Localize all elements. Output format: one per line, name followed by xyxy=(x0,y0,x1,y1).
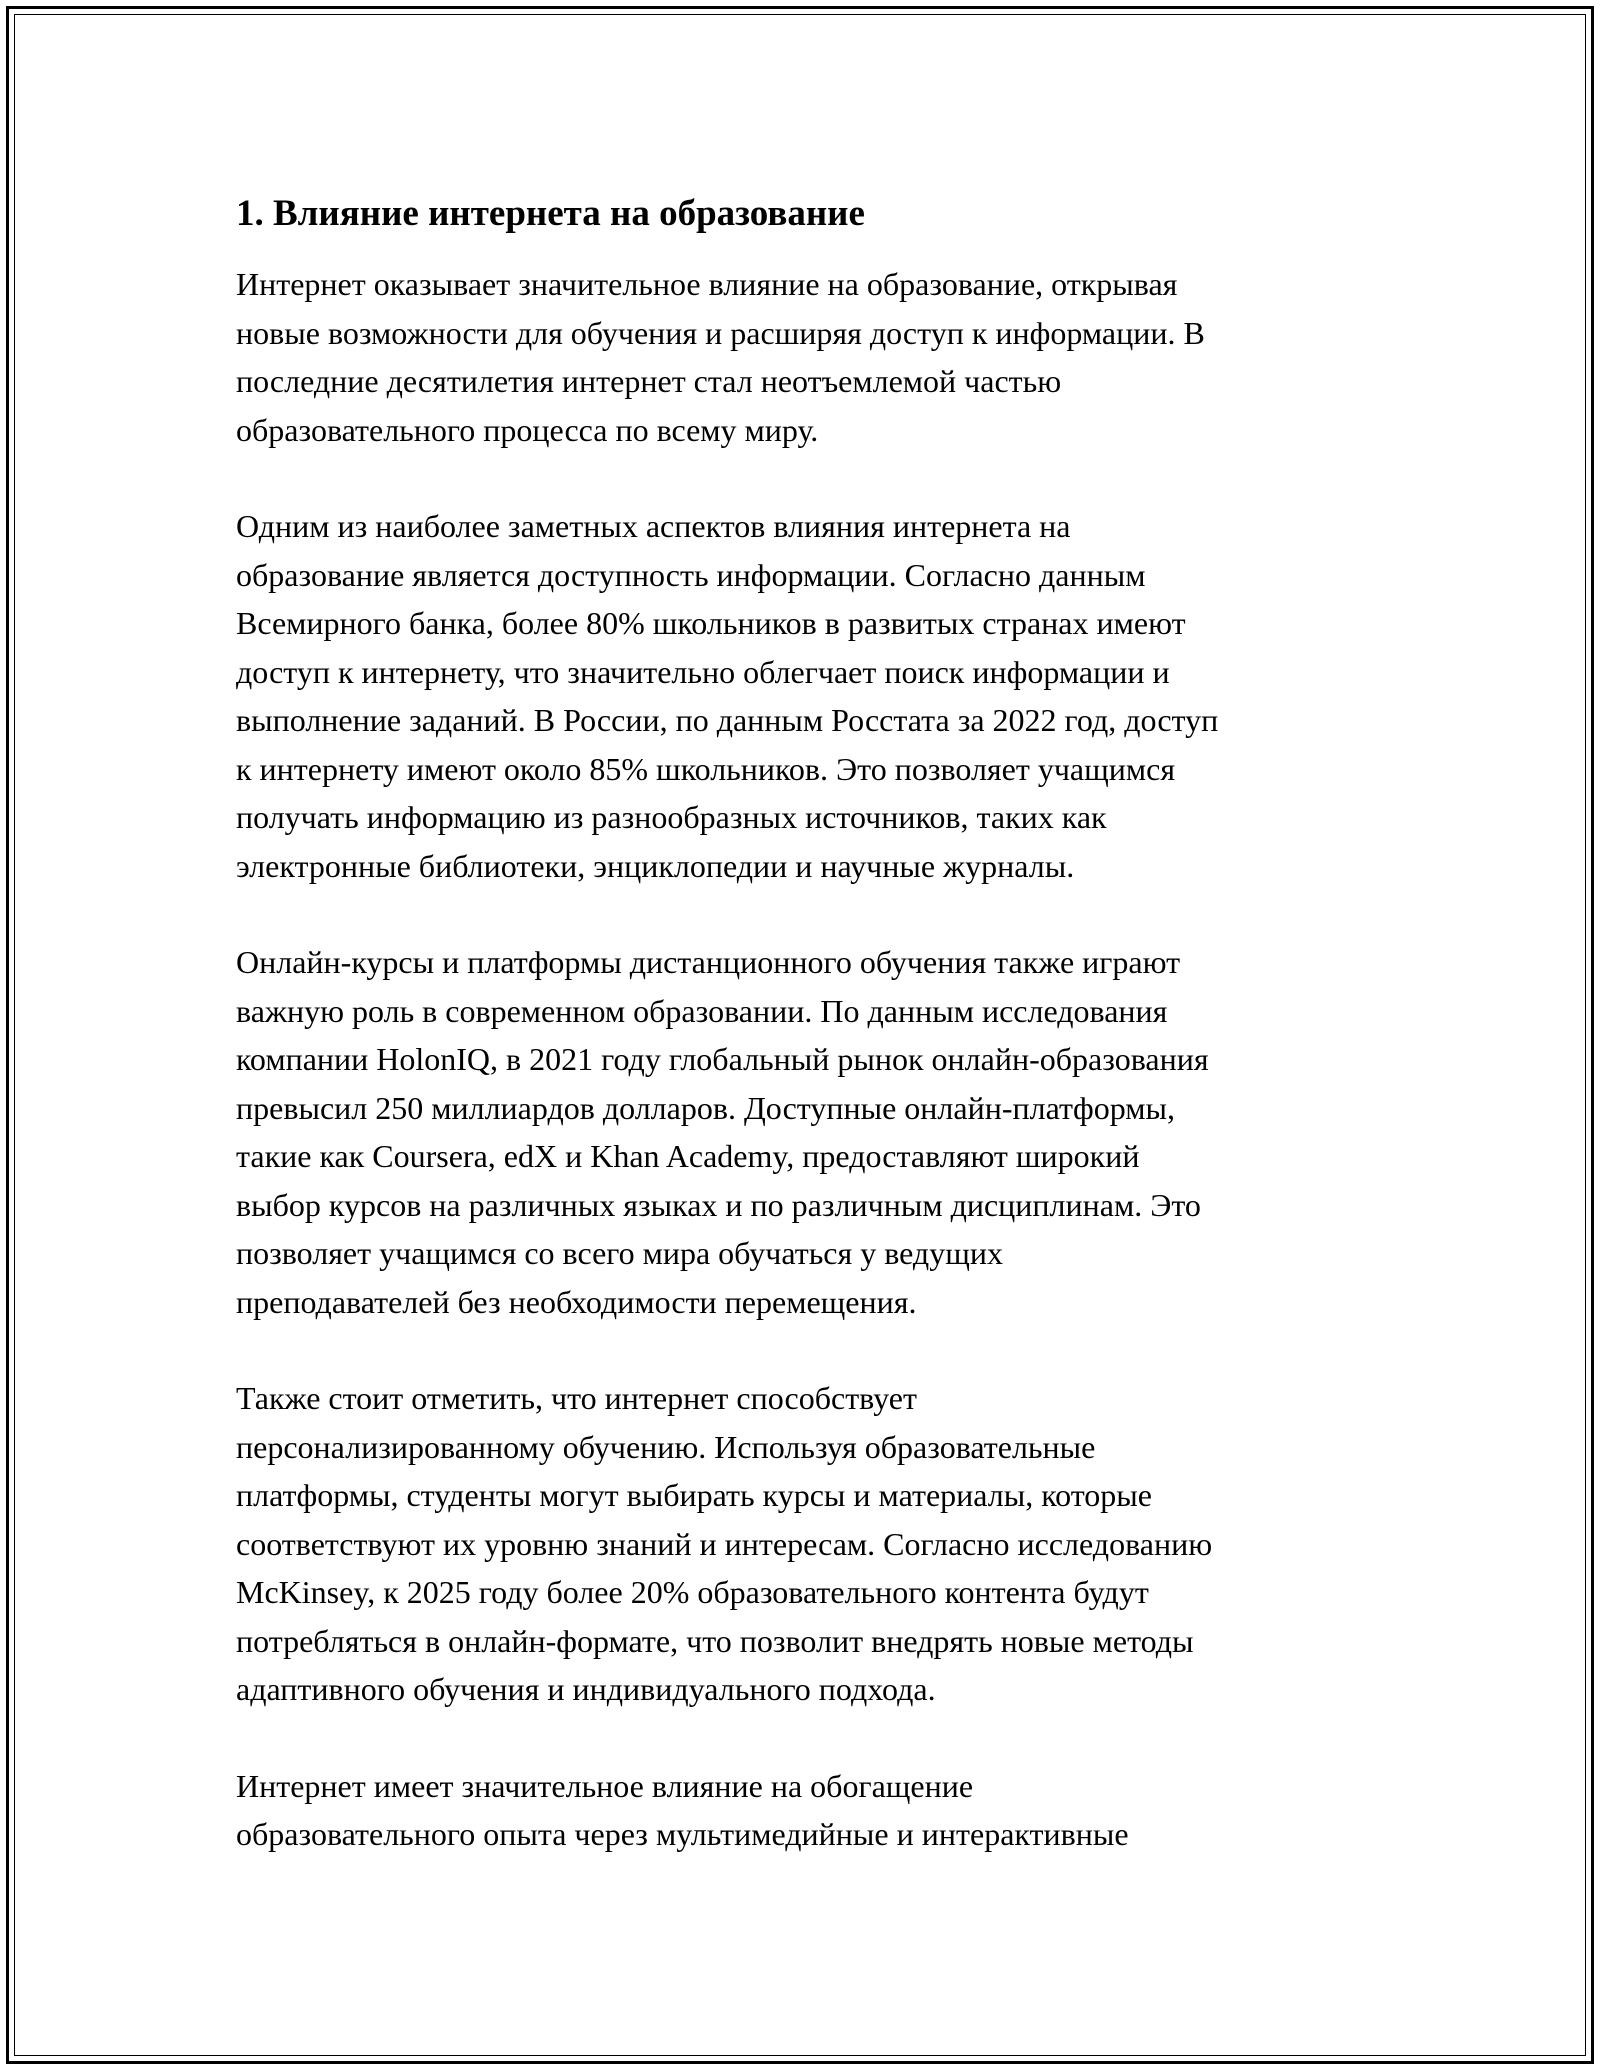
text-line: новые возможности для обучения и расширяя доступ к информации. В xyxy=(236,314,1205,351)
text-line: Интернет имеет значительное влияние на обогащение xyxy=(236,1767,974,1804)
paragraph-personalized xyxy=(236,1374,1376,1714)
text-line: образовательного опыта через мультимедийные и интерактивные xyxy=(236,1816,1129,1852)
text-line: соответствуют их уровню знаний и интересам. Согласно исследованию xyxy=(236,1525,1213,1562)
paragraph-intro xyxy=(236,260,1376,454)
text-line: McKinsey, к 2025 году более 20% образовательного контента будут xyxy=(236,1574,1149,1610)
text-line: получать информацию из разнообразных источников, таких как xyxy=(236,799,1107,835)
text-line: платформы, студенты могут выбирать курсы и материалы, которые xyxy=(236,1477,1152,1513)
paragraph-online-courses xyxy=(236,938,1376,1326)
text-line: образовательного процесса по всему миру. xyxy=(236,411,819,448)
text-line: электронные библиотеки, энциклопедии и научные журналы. xyxy=(236,847,1075,884)
text-line: выполнение заданий. В России, по данным Росстата за 2022 год, доступ xyxy=(236,702,1219,738)
text-line: позволяет учащимся со всего мира обучаться у ведущих xyxy=(236,1235,1003,1271)
paragraph-access xyxy=(236,502,1376,890)
text-line: Онлайн-курсы и платформы дистанционного обучения также играют xyxy=(236,944,1181,980)
text-line: Одним из наиболее заметных аспектов влияния интернета на xyxy=(236,508,1071,544)
section-heading: 1. Влияние интернета на образование xyxy=(236,193,865,234)
text-line: такие как Coursera, edX и Khan Academy, предоставляют широкий xyxy=(236,1138,1140,1174)
text-line: Также стоит отметить, что интернет способствует xyxy=(236,1380,917,1416)
text-line: потребляться в онлайн-формате, что позволит внедрять новые методы xyxy=(236,1622,1194,1659)
text-line: превысил 250 миллиардов долларов. Доступные онлайн-платформы, xyxy=(236,1089,1175,1126)
paragraph-multimedia xyxy=(236,1762,1376,1859)
text-line: выбор курсов на различных языках и по различным дисциплинам. Это xyxy=(236,1186,1201,1223)
document-page xyxy=(236,190,1376,1907)
text-line: к интернету имеют около 85% школьников. Это позволяет учащимся xyxy=(236,750,1176,787)
text-line: Всемирного банка, более 80% школьников в развитых странах имеют xyxy=(236,605,1186,641)
text-line: преподавателей без необходимости перемещения. xyxy=(236,1283,917,1320)
text-line: образование является доступность информации. Согласно данным xyxy=(236,556,1146,593)
text-line: последние десятилетия интернет стал неотъемлемой частью xyxy=(236,363,1062,399)
text-line: доступ к интернету, что значительно облегчает поиск информации и xyxy=(236,653,1170,690)
text-line: компании HolonIQ, в 2021 году глобальный рынок онлайн-образования xyxy=(236,1041,1209,1077)
text-line: Интернет оказывает значительное влияние на образование, открывая xyxy=(236,266,1178,302)
text-line: важную роль в современном образовании. По данным исследования xyxy=(236,992,1168,1029)
text-line: персонализированному обучению. Используя образовательные xyxy=(236,1428,1096,1465)
text-line: адаптивного обучения и индивидуального подхода. xyxy=(236,1671,936,1707)
